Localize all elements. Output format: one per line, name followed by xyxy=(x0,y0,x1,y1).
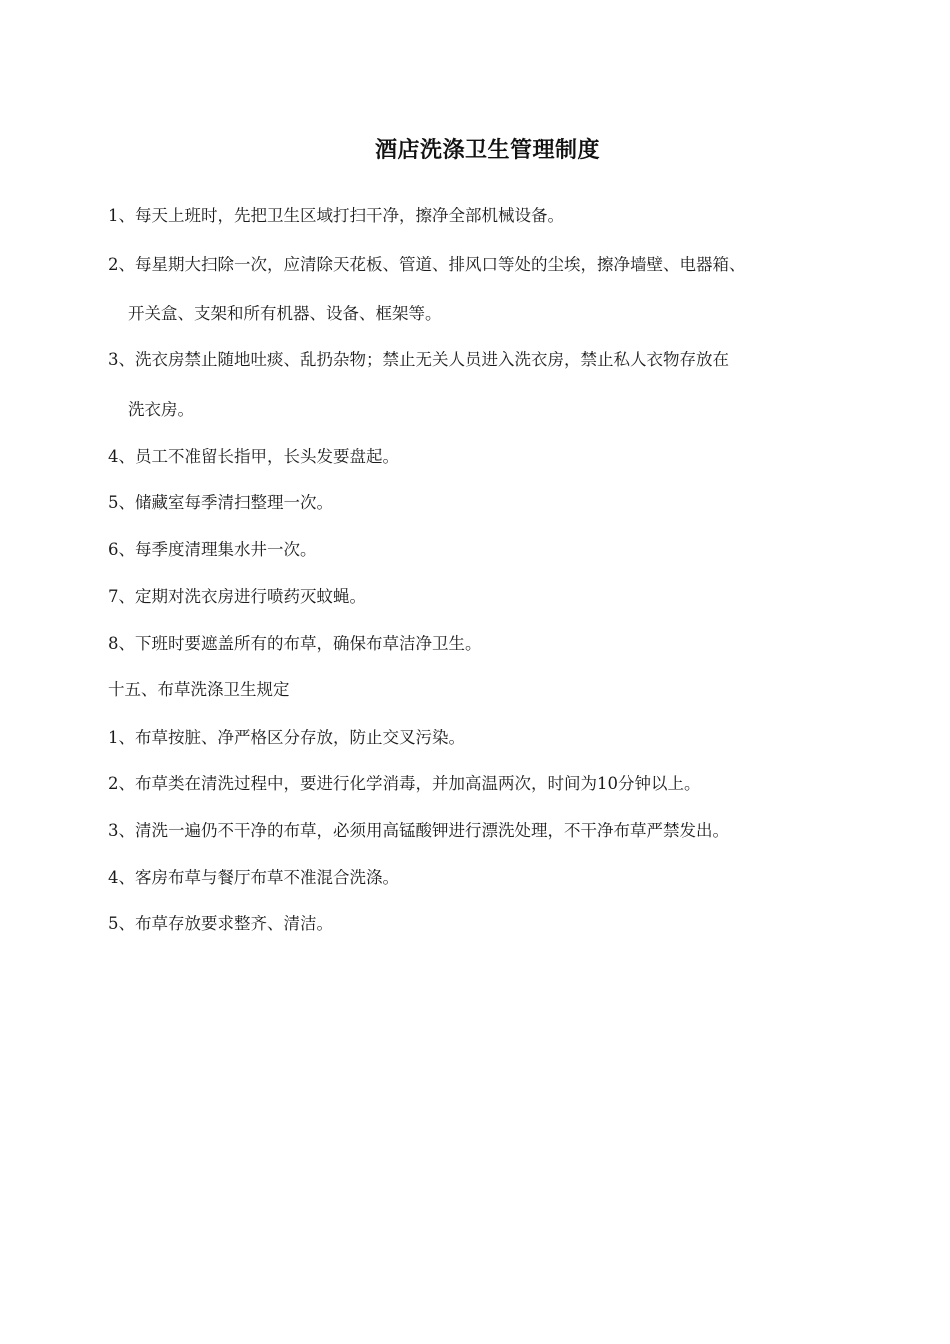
rule-line-continued: 洗衣房。 xyxy=(128,400,194,419)
rule-line: 3、清洗一遍仍不干净的布草，必须用高锰酸钾进行漂洗处理，不干净布草严禁发出。 xyxy=(108,821,729,840)
section-heading: 十五、布草洗涤卫生规定 xyxy=(108,680,290,699)
rule-line: 2、每星期大扫除一次，应清除天花板、管道、排风口等处的尘埃，擦净墙壁、电器箱、 xyxy=(108,255,746,274)
rule-line: 2、布草类在清洗过程中，要进行化学消毒，并加高温两次，时间为10分钟以上。 xyxy=(108,774,701,793)
rule-line: 8、下班时要遮盖所有的布草，确保布草洁净卫生。 xyxy=(108,634,482,653)
rule-line: 6、每季度清理集水井一次。 xyxy=(108,540,317,559)
rule-line: 3、洗衣房禁止随地吐痰、乱扔杂物；禁止无关人员进入洗衣房，禁止私人衣物存放在 xyxy=(108,350,729,369)
page-title: 酒店洗涤卫生管理制度 xyxy=(374,138,600,163)
rule-line-continued: 开关盒、支架和所有机器、设备、框架等。 xyxy=(128,304,442,323)
rule-line: 5、布草存放要求整齐、清洁。 xyxy=(108,914,333,933)
rule-line: 4、员工不准留长指甲，长头发要盘起。 xyxy=(108,447,399,466)
rule-line: 4、客房布草与餐厅布草不准混合洗涤。 xyxy=(108,868,399,887)
rule-line: 1、布草按脏、净严格区分存放，防止交叉污染。 xyxy=(108,728,465,747)
rule-line: 5、储藏室每季清扫整理一次。 xyxy=(108,493,333,512)
rule-line: 7、定期对洗衣房进行喷药灭蚊蝇。 xyxy=(108,587,366,606)
rule-line: 1、每天上班时，先把卫生区域打扫干净，擦净全部机械设备。 xyxy=(108,206,564,225)
